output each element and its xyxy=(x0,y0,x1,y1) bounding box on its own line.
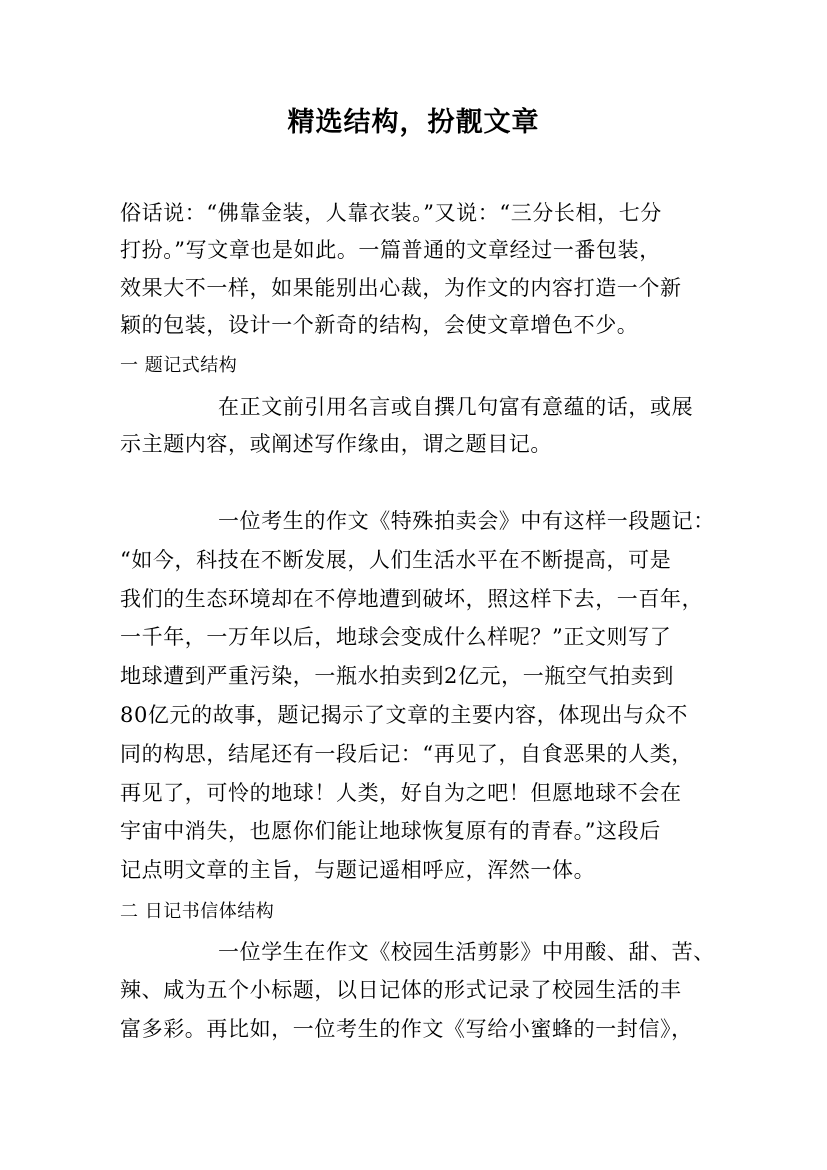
paragraph-line: 打扮。”写文章也是如此。一篇普通的文章经过一番包装， xyxy=(120,238,661,262)
paragraph-line: 辣、咸为五个小标题，以日记体的形式记录了校园生活的丰 xyxy=(120,978,682,1002)
paragraph-line: 再见了，可怜的地球！人类，好自为之吧！但愿地球不会在 xyxy=(120,781,682,805)
paragraph-line: 一千年，一万年以后，地球会变成什么样呢？”正文则写了 xyxy=(120,625,672,649)
paragraph-line: 颖的包装，设计一个新奇的结构，会使文章增色不少。 xyxy=(120,313,639,337)
paragraph-line: 俗话说：“佛靠金装，人靠衣装。”又说：“三分长相，七分 xyxy=(120,201,662,225)
paragraph-line: 记点明文章的主旨，与题记遥相呼应，浑然一体。 xyxy=(120,858,596,882)
paragraph-line: 富多彩。再比如，一位考生的作文《写给小蜜蜂的一封信》， xyxy=(120,1017,693,1041)
paragraph-line: “如今，科技在不断发展，人们生活水平在不断提高，可是 xyxy=(120,548,672,572)
paragraph-line: 效果大不一样，如果能别出心裁，为作文的内容打造一个新 xyxy=(120,276,682,300)
section-heading: 一 题记式结构 xyxy=(120,355,238,376)
document-title: 精选结构，扮靓文章 xyxy=(287,107,540,138)
paragraph-line: 一位学生在作文《校园生活剪影》中用酸、甜、苦、 xyxy=(218,940,715,964)
paragraph-line: 我们的生态环境却在不停地遭到破坏，照这样下去，一百年， xyxy=(120,587,704,611)
paragraph-line: 一位考生的作文《特殊拍卖会》中有这样一段题记： xyxy=(218,509,715,533)
section-heading: 二 日记书信体结构 xyxy=(120,901,275,922)
paragraph-line: 示主题内容，或阐述写作缘由，谓之题目记。 xyxy=(120,432,552,456)
paragraph-line: 宇宙中消失，也愿你们能让地球恢复原有的青春。”这段后 xyxy=(120,819,661,843)
paragraph-line: 地球遭到严重污染，一瓶水拍卖到2亿元，一瓶空气拍卖到 xyxy=(120,664,674,688)
paragraph-line: 在正文前引用名言或自撰几句富有意蕴的话，或展 xyxy=(218,395,694,419)
paragraph-line: 80亿元的故事，题记揭示了文章的主要内容，体现出与众不 xyxy=(120,703,688,727)
paragraph-line: 同的构思，结尾还有一段后记：“再见了，自食恶果的人类， xyxy=(120,742,693,766)
